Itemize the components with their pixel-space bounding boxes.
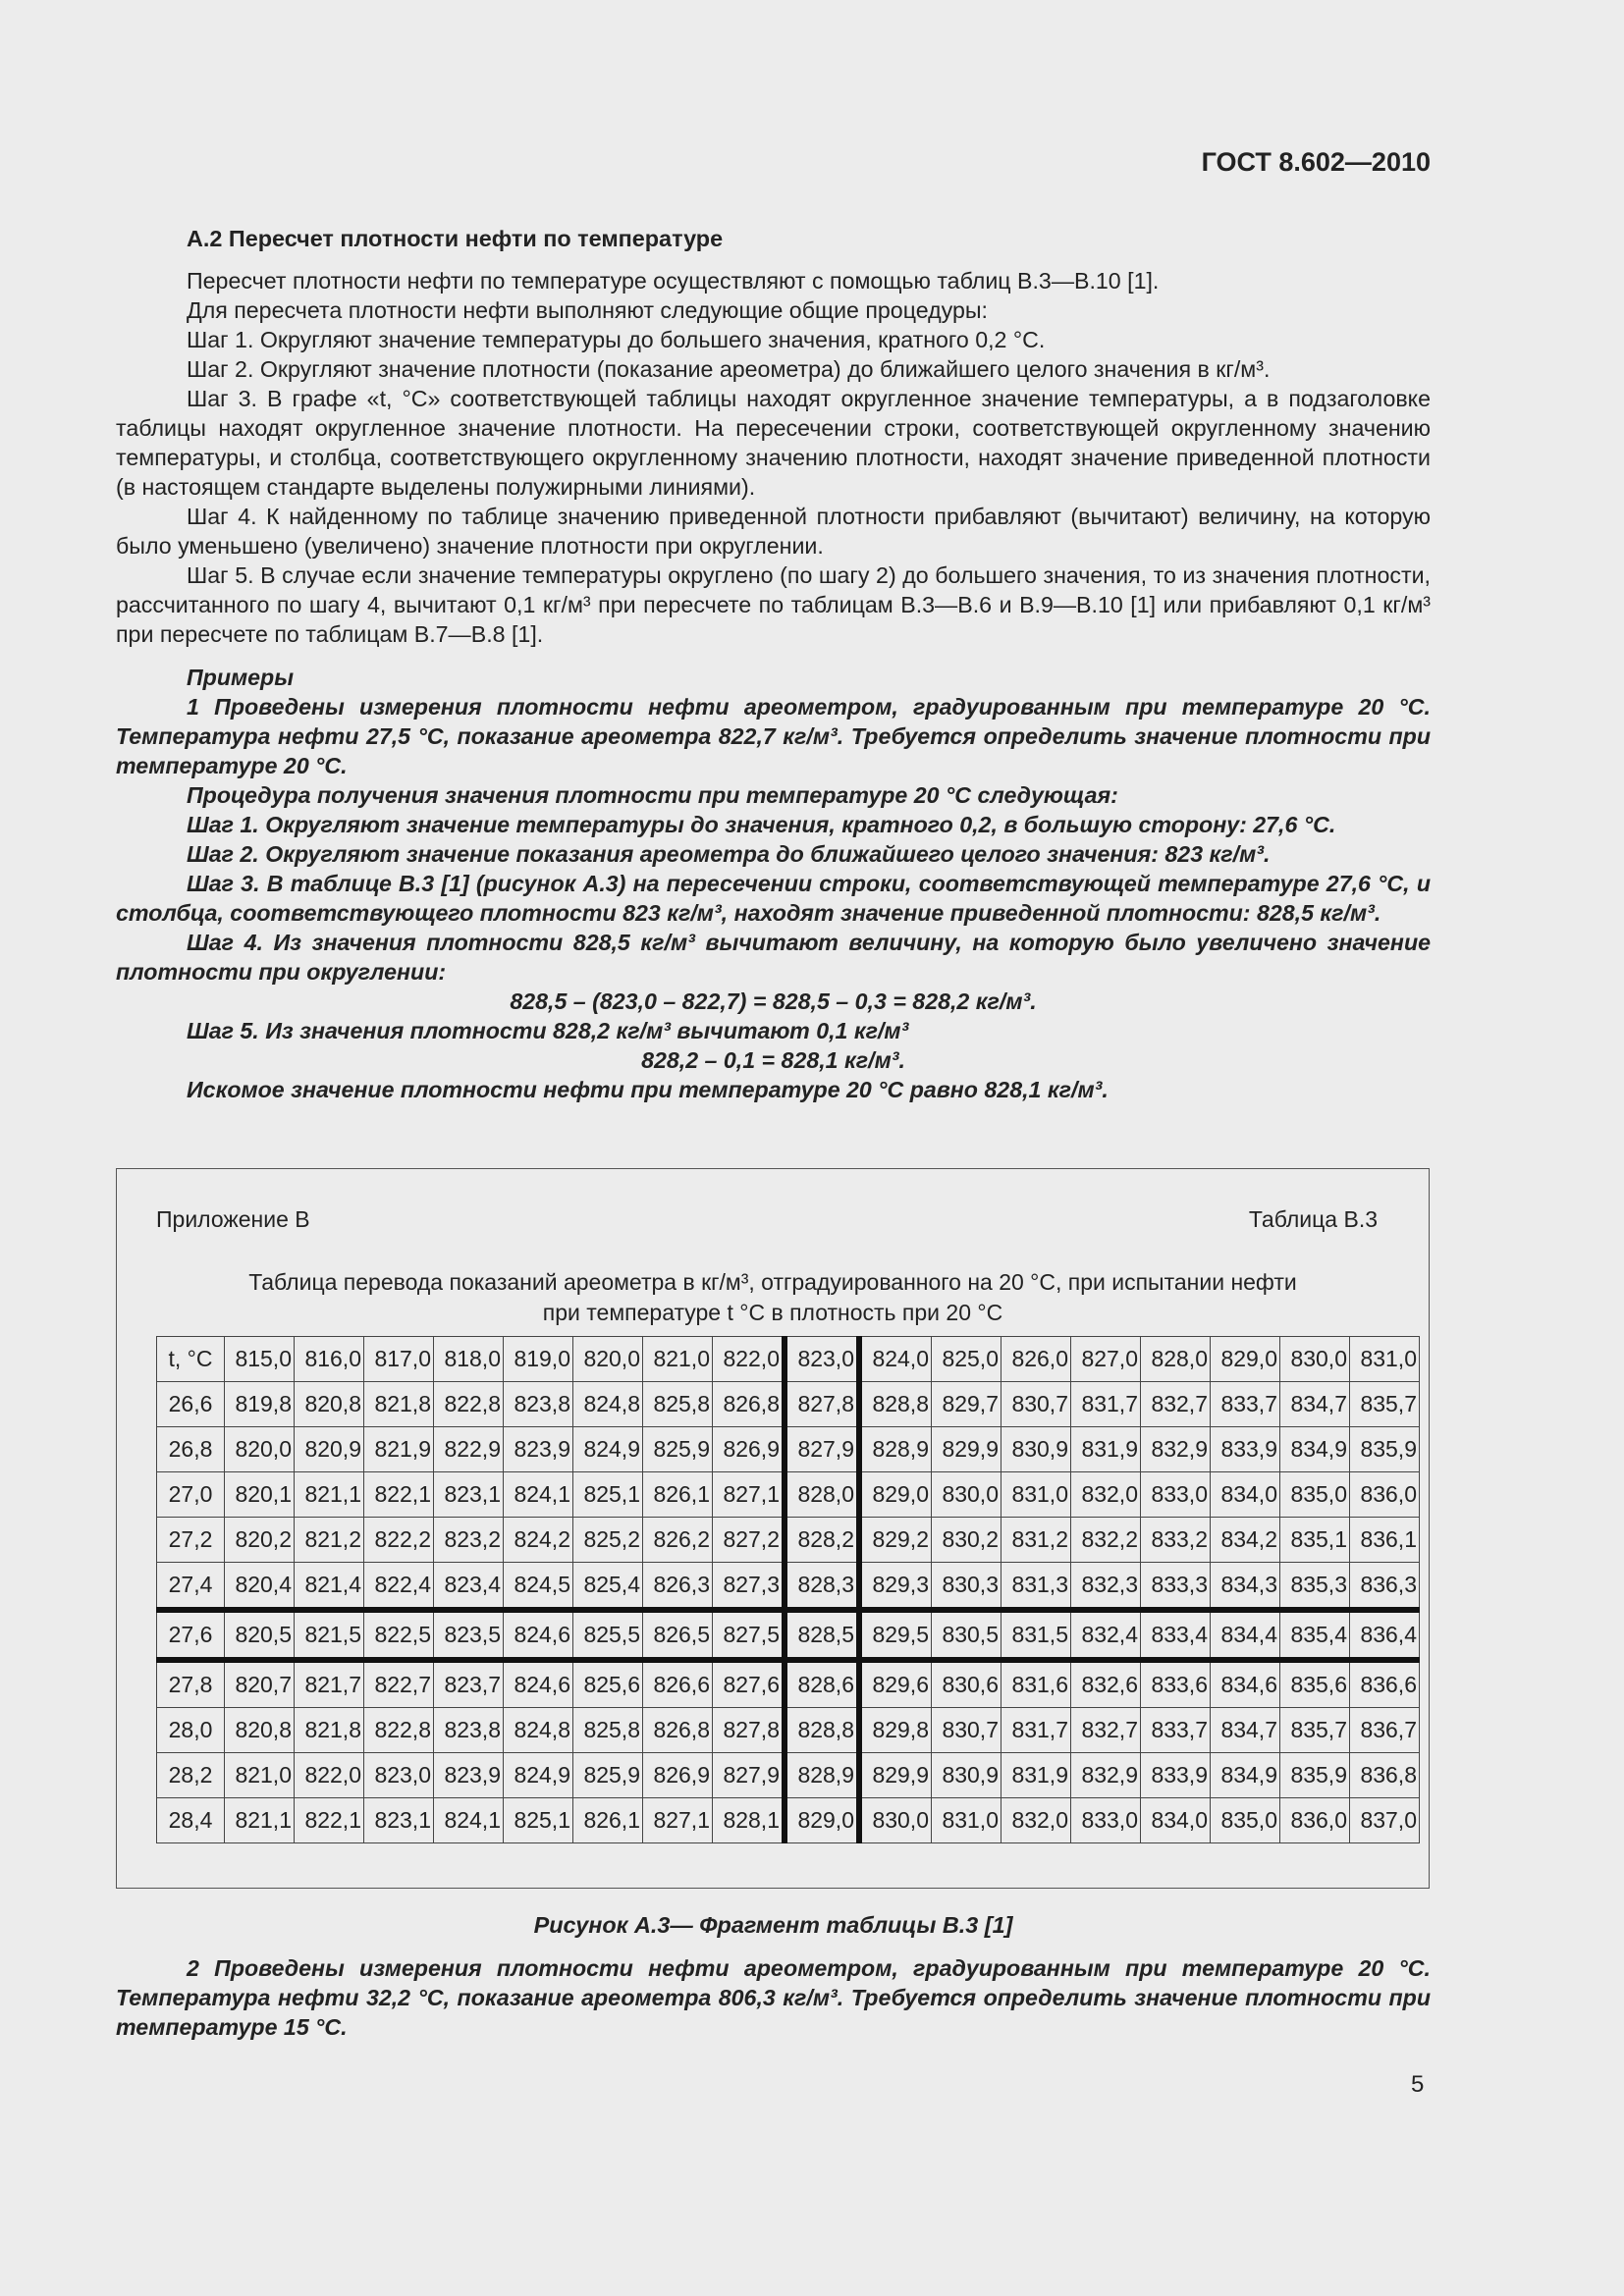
table-cell: 829,3 [859,1563,932,1611]
table-cell: 821,1 [225,1798,295,1843]
table-cell: 835,3 [1280,1563,1350,1611]
table-row [157,1753,1420,1798]
table-cell: 830,7 [932,1708,1001,1753]
example-result: Искомое значение плотности нефти при температуре 20 °С равно 828,1 кг/м³. [187,1077,1109,1102]
step-3: Шаг 3. В графе «t, °С» соответствующей таблицы находят округленное значение температуры, а в подзаголовке таблицы находят округленное значение плотности. На пересечении строки, соответствующей округленному значению температуры, и столбца, соответствующего округленному значению плотности, находят значение приведенной плотности (в настоящем стандарте выделены полужирными линиями). [116,386,1431,500]
header-cell-density: 816,0 [295,1337,364,1382]
table-cell: 830,0 [859,1798,932,1843]
table-cell: 833,0 [1141,1472,1211,1518]
table-cell: 824,8 [573,1382,643,1427]
table-cell: 820,4 [225,1563,295,1611]
header-cell-density: 827,0 [1071,1337,1141,1382]
table-cell: 822,8 [434,1382,504,1427]
table-cell: 824,5 [504,1563,573,1611]
row-temperature-cell: 28,2 [157,1753,225,1798]
table-cell: 819,8 [225,1382,295,1427]
table-cell: 824,1 [504,1472,573,1518]
table-row [157,1382,1420,1427]
table-cell: 828,3 [785,1563,859,1611]
table-cell: 828,8 [785,1708,859,1753]
table-cell: 827,8 [785,1382,859,1427]
table-row [157,1518,1420,1563]
density-table [156,1336,1420,1843]
table-cell: 825,2 [573,1518,643,1563]
table-cell: 829,8 [859,1708,932,1753]
table-cell: 836,0 [1350,1472,1420,1518]
table-cell: 827,8 [713,1708,785,1753]
table-cell: 822,8 [364,1708,434,1753]
table-cell: 824,6 [504,1660,573,1708]
table-cell: 823,0 [364,1753,434,1798]
table-cell: 832,2 [1071,1518,1141,1563]
table-cell: 827,3 [713,1563,785,1611]
table-cell: 825,4 [573,1563,643,1611]
table-cell: 828,8 [859,1382,932,1427]
table-cell: 833,2 [1141,1518,1211,1563]
row-temperature-cell: 28,0 [157,1708,225,1753]
row-temperature-cell: 27,6 [157,1610,225,1660]
example-step-2: Шаг 2. Округляют значение показания ареометра до ближайшего целого значения: 823 кг/м³. [187,841,1271,867]
table-cell: 828,2 [785,1518,859,1563]
row-temperature-cell: 27,8 [157,1660,225,1708]
header-cell-density: 824,0 [859,1337,932,1382]
header-cell-density: 817,0 [364,1337,434,1382]
step-2: Шаг 2. Округляют значение плотности (показание ареометра) до ближайшего целого значения в кг/м³. [187,356,1271,382]
table-cell: 828,9 [859,1427,932,1472]
table-cell: 831,9 [1001,1753,1071,1798]
table-cell: 820,8 [225,1708,295,1753]
table-cell: 822,1 [295,1798,364,1843]
table-cell: 827,9 [785,1427,859,1472]
table-cell: 828,1 [713,1798,785,1843]
table-caption-line-1: Таблица перевода показаний ареометра в кг/м³, отградуированного на 20 °С, при испытании нефти [248,1269,1297,1295]
table-cell: 837,0 [1350,1798,1420,1843]
table-cell: 830,6 [932,1660,1001,1708]
table-cell: 823,7 [434,1660,504,1708]
step-5: Шаг 5. В случае если значение температуры округлено (по шагу 2) до большего значения, то из значения плотности, рассчитанного по шагу 4, вычитают 0,1 кг/м³ при пересчете по таблицам В.3—В.6 и В.9—В.10 [1] или прибавляют 0,1 кг/м³ при пересчете по таблицам В.7—В.8 [1]. [116,562,1431,647]
table-row [157,1472,1420,1518]
table-cell: 835,0 [1280,1472,1350,1518]
table-cell: 834,4 [1211,1610,1280,1660]
table-cell: 836,6 [1350,1660,1420,1708]
table-cell: 827,1 [643,1798,713,1843]
table-cell: 822,4 [364,1563,434,1611]
table-cell: 829,7 [932,1382,1001,1427]
page-header: ГОСТ 8.602—2010 [1201,147,1431,177]
example-step-1: Шаг 1. Округляют значение температуры до значения, кратного 0,2, в большую сторону: 27,6 °С. [187,812,1336,837]
example-1: 1 Проведены измерения плотности нефти ареометром, градуированным при температуре 20 °С. Температура нефти 27,5 °С, показание ареометра 822,7 кг/м³. Требуется определить значение плотности при температуре 20 °С. [116,694,1431,778]
table-cell: 820,2 [225,1518,295,1563]
header-cell-density: 821,0 [643,1337,713,1382]
table-cell: 826,8 [713,1382,785,1427]
table-cell: 836,1 [1350,1518,1420,1563]
table-cell: 826,6 [643,1660,713,1708]
table-cell: 827,1 [713,1472,785,1518]
header-cell-density: 829,0 [1211,1337,1280,1382]
table-cell: 829,2 [859,1518,932,1563]
table-cell: 829,0 [785,1798,859,1843]
example-procedure: Процедура получения значения плотности при температуре 20 °С следующая: [187,782,1118,808]
table-cell: 836,7 [1350,1708,1420,1753]
table-cell: 829,0 [859,1472,932,1518]
table-label: Таблица В.3 [1248,1206,1378,1232]
table-cell: 820,5 [225,1610,295,1660]
table-cell: 822,2 [364,1518,434,1563]
row-temperature-cell: 27,2 [157,1518,225,1563]
header-cell-density: 828,0 [1141,1337,1211,1382]
table-cell: 821,8 [364,1382,434,1427]
table-cell: 833,7 [1211,1382,1280,1427]
header-cell-density: 825,0 [932,1337,1001,1382]
table-cell: 820,1 [225,1472,295,1518]
table-cell: 835,9 [1280,1753,1350,1798]
table-cell: 831,7 [1071,1382,1141,1427]
table-cell: 828,6 [785,1660,859,1708]
table-row [157,1427,1420,1472]
table-cell: 830,3 [932,1563,1001,1611]
table-cell: 835,4 [1280,1610,1350,1660]
appendix-label: Приложение В [156,1206,310,1232]
table-cell: 821,9 [364,1427,434,1472]
table-cell: 829,6 [859,1660,932,1708]
table-cell: 821,0 [225,1753,295,1798]
table-row [157,1798,1420,1843]
table-cell: 825,1 [573,1472,643,1518]
table-cell: 830,2 [932,1518,1001,1563]
table-cell: 834,6 [1211,1660,1280,1708]
table-cell: 830,5 [932,1610,1001,1660]
header-cell-density: 823,0 [785,1337,859,1382]
table-row [157,1708,1420,1753]
table-cell: 822,7 [364,1660,434,1708]
header-cell-density: 819,0 [504,1337,573,1382]
table-cell: 834,7 [1280,1382,1350,1427]
table-cell: 821,7 [295,1660,364,1708]
table-cell: 824,1 [434,1798,504,1843]
table-cell: 825,6 [573,1660,643,1708]
example-step-4: Шаг 4. Из значения плотности 828,5 кг/м³ вычитают величину, на которую было увеличено значение плотности при округлении: [116,930,1431,985]
table-cell: 821,8 [295,1708,364,1753]
table-cell: 832,0 [1071,1472,1141,1518]
table-header-row [157,1337,1420,1382]
section-title: А.2 Пересчет плотности нефти по температуре [187,226,724,251]
table-cell: 827,2 [713,1518,785,1563]
examples-heading: Примеры [187,665,295,690]
table-cell: 835,7 [1280,1708,1350,1753]
header-cell-density: 830,0 [1280,1337,1350,1382]
page-number: 5 [1411,2071,1425,2098]
table-cell: 831,7 [1001,1708,1071,1753]
row-temperature-cell: 26,6 [157,1382,225,1427]
example-2: 2 Проведены измерения плотности нефти ареометром, градуированным при температуре 20 °С. Температура нефти 32,2 °С, показание ареометра 806,3 кг/м³. Требуется определить значение плотности при температуре 15 °С. [116,1955,1431,2040]
table-cell: 825,5 [573,1610,643,1660]
table-cell: 831,2 [1001,1518,1071,1563]
formula-1: 828,5 – (823,0 – 822,7) = 828,5 – 0,3 = 828,2 кг/м³. [510,988,1037,1014]
table-cell: 836,3 [1350,1563,1420,1611]
table-cell: 829,9 [859,1753,932,1798]
example-step-3: Шаг 3. В таблице В.3 [1] (рисунок А.3) на пересечении строки, соответствующей температуре 27,6 °С, и столбца, соответствующего плотности 823 кг/м³, находят значение приведенной плотности: 828,5 кг/м³. [116,871,1431,926]
header-cell-temperature: t, °С [157,1337,225,1382]
table-cell: 836,4 [1350,1610,1420,1660]
header-cell-density: 820,0 [573,1337,643,1382]
table-cell: 826,1 [643,1472,713,1518]
table-cell: 822,1 [364,1472,434,1518]
example-step-5: Шаг 5. Из значения плотности 828,2 кг/м³ вычитают 0,1 кг/м³ [187,1018,909,1043]
table-cell: 831,3 [1001,1563,1071,1611]
table-cell: 823,5 [434,1610,504,1660]
table-cell: 828,0 [785,1472,859,1518]
table-cell: 832,6 [1071,1660,1141,1708]
header-cell-density: 831,0 [1350,1337,1420,1382]
table-cell: 826,2 [643,1518,713,1563]
table-cell: 835,1 [1280,1518,1350,1563]
table-cell: 831,0 [1001,1472,1071,1518]
table-cell: 827,6 [713,1660,785,1708]
table-cell: 823,1 [364,1798,434,1843]
figure-frame [116,1168,1430,1889]
table-cell: 833,0 [1071,1798,1141,1843]
table-cell: 820,7 [225,1660,295,1708]
paragraph-1: Пересчет плотности нефти по температуре осуществляют с помощью таблиц В.3—В.10 [1]. [187,268,1160,294]
table-cell: 824,8 [504,1708,573,1753]
formula-2: 828,2 – 0,1 = 828,1 кг/м³. [641,1047,905,1073]
header-cell-density: 826,0 [1001,1337,1071,1382]
table-cell: 832,7 [1071,1708,1141,1753]
table-cell: 833,9 [1141,1753,1211,1798]
table-cell: 832,9 [1071,1753,1141,1798]
table-cell: 820,0 [225,1427,295,1472]
table-caption [117,1267,1429,1328]
table-cell: 828,9 [785,1753,859,1798]
table-cell: 824,6 [504,1610,573,1660]
table-cell: 835,7 [1350,1382,1420,1427]
section-a2 [116,224,1431,1104]
header-cell-density: 818,0 [434,1337,504,1382]
table-cell: 820,8 [295,1382,364,1427]
table-cell: 824,2 [504,1518,573,1563]
table-cell: 830,9 [1001,1427,1071,1472]
table-cell: 830,0 [932,1472,1001,1518]
table-cell: 821,4 [295,1563,364,1611]
table-cell: 832,7 [1141,1382,1211,1427]
table-cell: 823,2 [434,1518,504,1563]
table-row [157,1660,1420,1708]
table-cell: 826,9 [713,1427,785,1472]
table-cell: 822,0 [295,1753,364,1798]
table-cell: 833,7 [1141,1708,1211,1753]
table-cell: 829,5 [859,1610,932,1660]
table-cell: 820,9 [295,1427,364,1472]
table-cell: 833,9 [1211,1427,1280,1472]
table-cell: 830,7 [1001,1382,1071,1427]
table-row [157,1563,1420,1611]
row-temperature-cell: 28,4 [157,1798,225,1843]
row-temperature-cell: 26,8 [157,1427,225,1472]
table-cell: 823,4 [434,1563,504,1611]
table-cell: 827,9 [713,1753,785,1798]
table-cell: 831,9 [1071,1427,1141,1472]
examples [116,663,1431,1104]
table-cell: 835,6 [1280,1660,1350,1708]
table-cell: 821,1 [295,1472,364,1518]
table-cell: 823,9 [434,1753,504,1798]
table-cell: 826,5 [643,1610,713,1660]
header-cell-density: 815,0 [225,1337,295,1382]
table-cell: 831,6 [1001,1660,1071,1708]
table-cell: 832,9 [1141,1427,1211,1472]
table-cell: 836,8 [1350,1753,1420,1798]
table-cell: 834,0 [1141,1798,1211,1843]
step-4: Шаг 4. К найденному по таблице значению приведенной плотности прибавляют (вычитают) величину, на которую было уменьшено (увеличено) значение плотности при округлении. [116,504,1431,559]
table-cell: 834,9 [1280,1427,1350,1472]
table-cell: 824,9 [573,1427,643,1472]
table-caption-line-2: при температуре t °С в плотность при 20 °С [542,1300,1003,1325]
table-cell: 833,4 [1141,1610,1211,1660]
table-cell: 834,0 [1211,1472,1280,1518]
table-cell: 835,0 [1211,1798,1280,1843]
row-temperature-cell: 27,4 [157,1563,225,1611]
header-cell-density: 822,0 [713,1337,785,1382]
row-temperature-cell: 27,0 [157,1472,225,1518]
table-cell: 832,3 [1071,1563,1141,1611]
table-cell: 823,1 [434,1472,504,1518]
step-1: Шаг 1. Округляют значение температуры до большего значения, кратного 0,2 °С. [187,327,1046,352]
table-cell: 823,8 [434,1708,504,1753]
table-cell: 833,6 [1141,1660,1211,1708]
table-cell: 826,3 [643,1563,713,1611]
table-cell: 823,8 [504,1382,573,1427]
figure-title: Рисунок А.3— Фрагмент таблицы В.3 [1] [533,1912,1013,1938]
paragraph-2: Для пересчета плотности нефти выполняют следующие общие процедуры: [187,297,988,323]
table-cell: 825,8 [643,1382,713,1427]
table-cell: 834,9 [1211,1753,1280,1798]
table-cell: 821,5 [295,1610,364,1660]
table-cell: 833,3 [1141,1563,1211,1611]
table-cell: 825,1 [504,1798,573,1843]
table-cell: 832,4 [1071,1610,1141,1660]
table-cell: 825,8 [573,1708,643,1753]
table-cell: 826,8 [643,1708,713,1753]
table-cell: 827,5 [713,1610,785,1660]
table-cell: 823,9 [504,1427,573,1472]
table-cell: 826,1 [573,1798,643,1843]
table-cell: 834,2 [1211,1518,1280,1563]
table-cell: 826,9 [643,1753,713,1798]
table-row [157,1610,1420,1660]
table-cell: 822,5 [364,1610,434,1660]
table-cell: 825,9 [643,1427,713,1472]
table-cell: 836,0 [1280,1798,1350,1843]
table-cell: 828,5 [785,1610,859,1660]
table-cell: 834,7 [1211,1708,1280,1753]
table-cell: 829,9 [932,1427,1001,1472]
table-cell: 822,9 [434,1427,504,1472]
after-figure [116,1953,1431,2042]
table-cell: 824,9 [504,1753,573,1798]
table-cell: 831,5 [1001,1610,1071,1660]
table-cell: 832,0 [1001,1798,1071,1843]
table-cell: 834,3 [1211,1563,1280,1611]
table-cell: 835,9 [1350,1427,1420,1472]
table-cell: 825,9 [573,1753,643,1798]
table-cell: 831,0 [932,1798,1001,1843]
table-cell: 830,9 [932,1753,1001,1798]
table-cell: 821,2 [295,1518,364,1563]
